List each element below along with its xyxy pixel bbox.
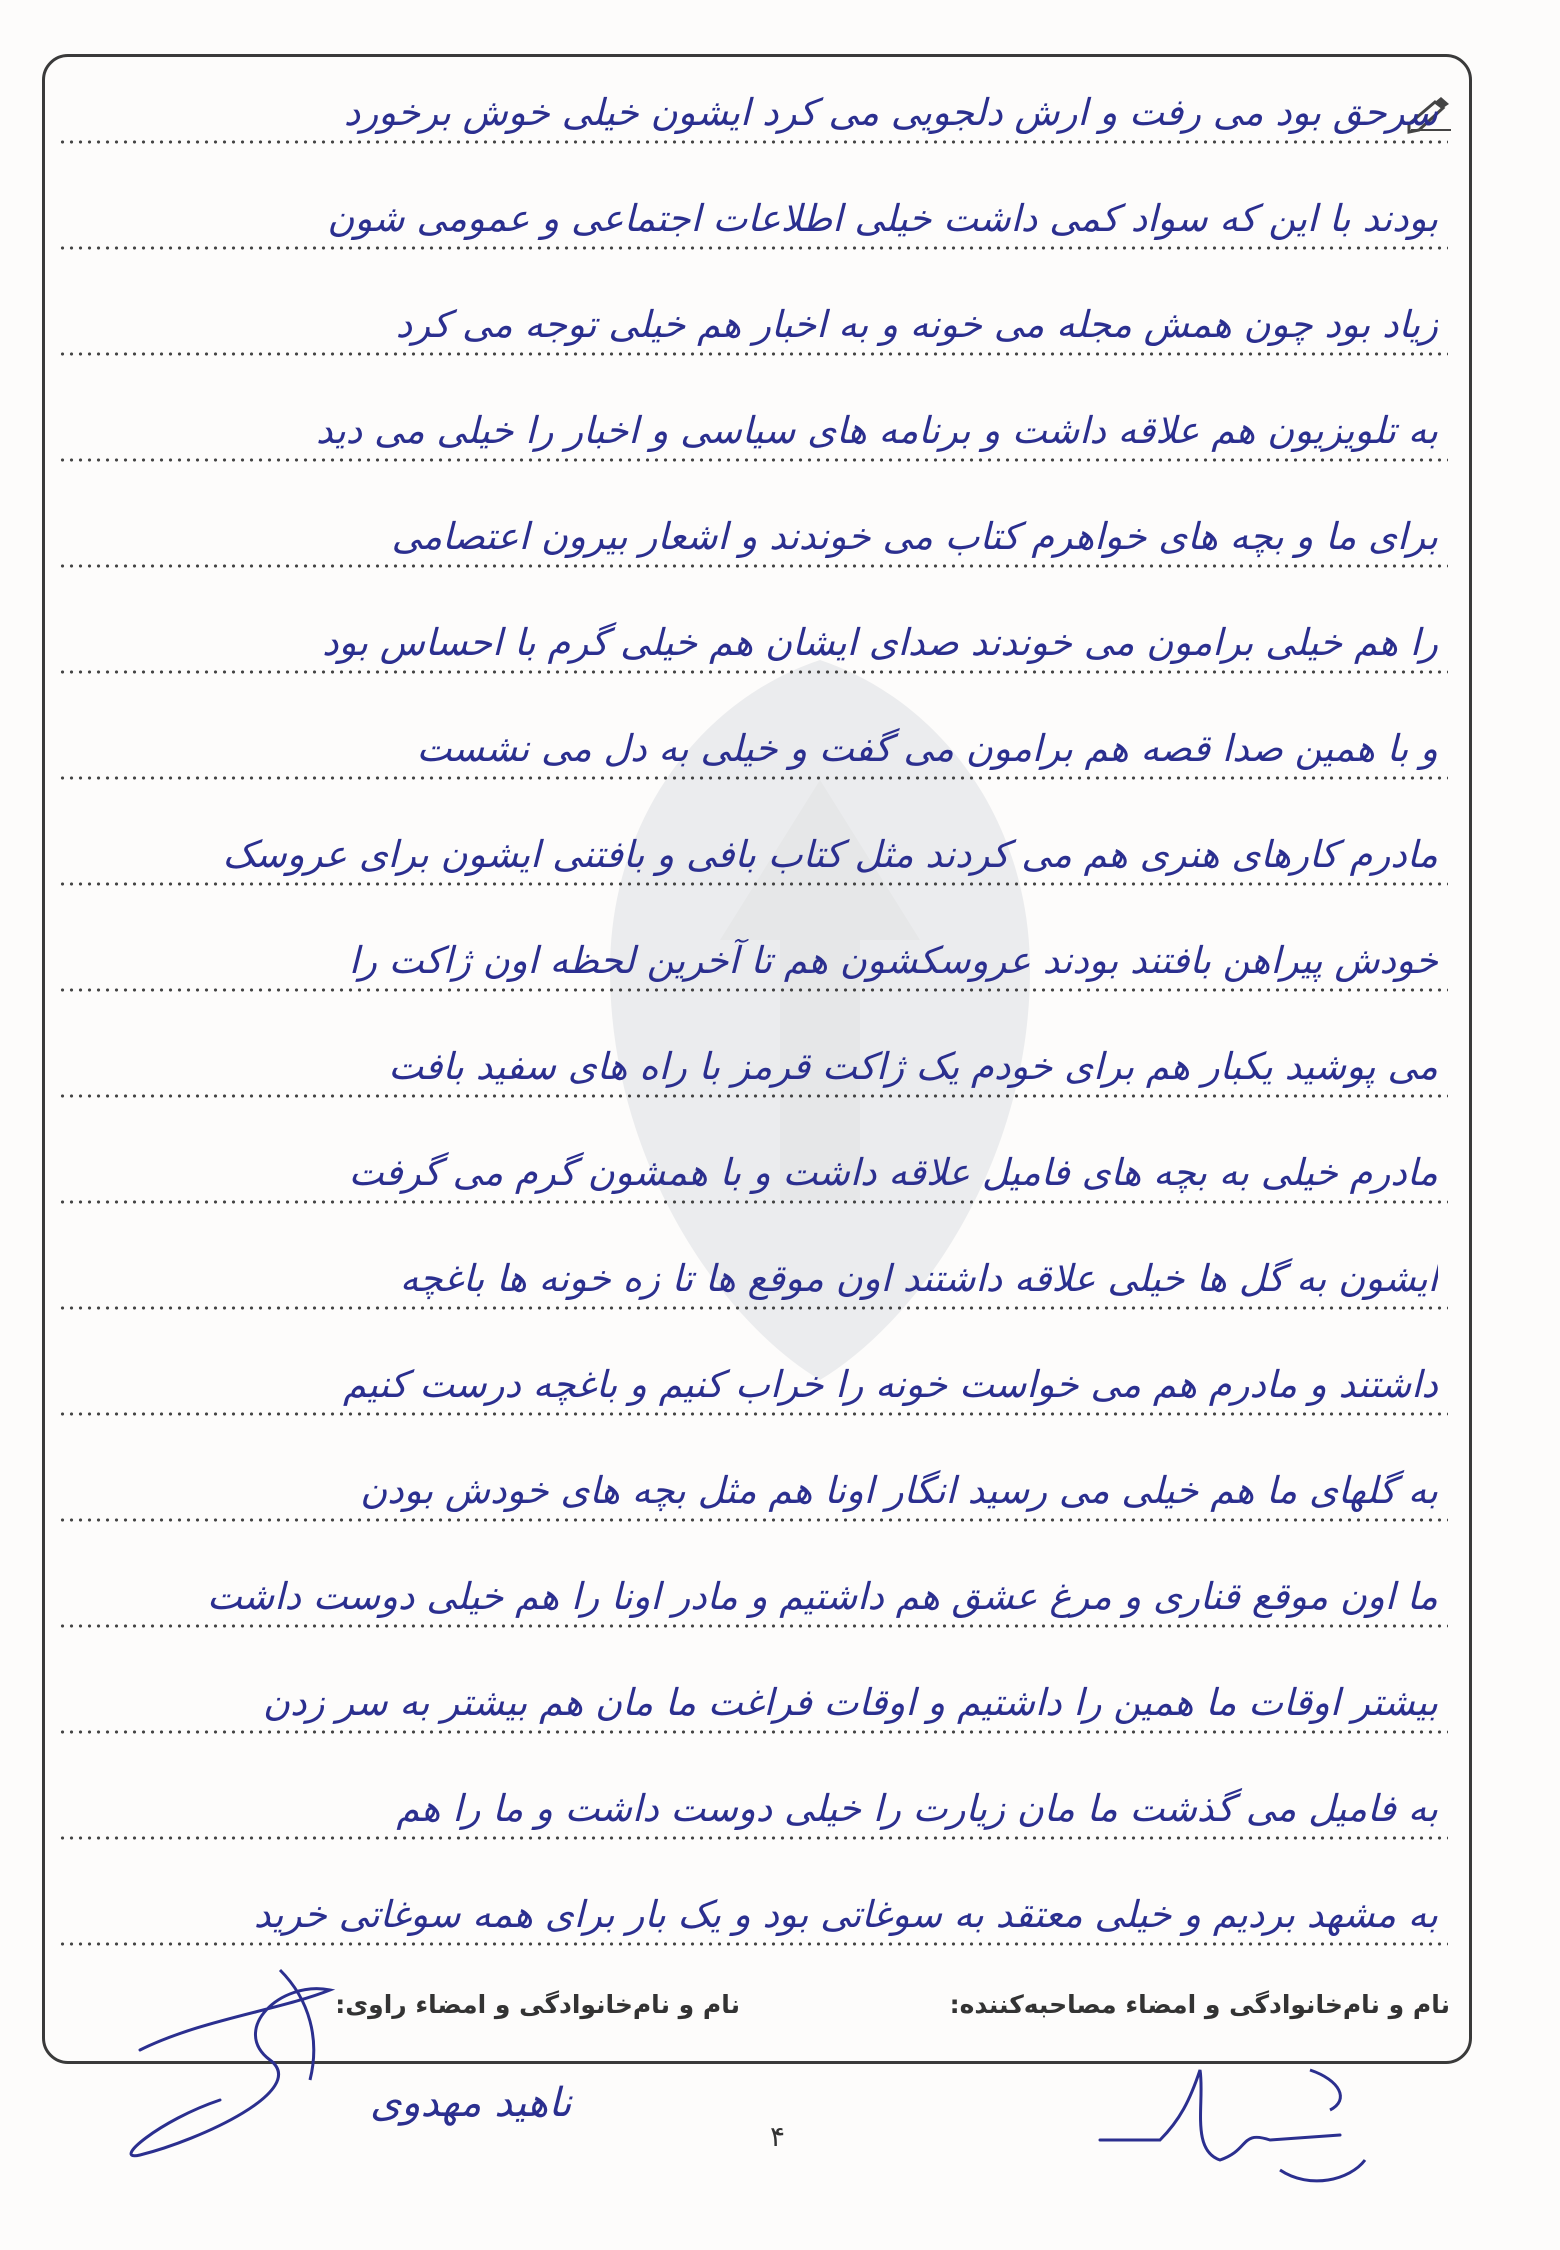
text-line [58,366,1448,462]
text-line [58,790,1448,886]
line-text: ما اون موقع قناری و مرغ عشق هم داشتیم و مادر اونا را هم خیلی دوست داشت [206,1575,1438,1618]
line-text: برای ما و بچه های خواهرم کتاب می خوندند و اشعار بیرون اعتصامی [391,515,1438,558]
narrator-label: نام و نام‌خانوادگی و امضاء راوی: [335,1990,740,2019]
narrator-signature-icon [80,1940,360,2180]
line-text: و با همین صدا قصه هم برامون می گفت و خیلی به دل می نشست [416,727,1438,770]
interviewer-label: نام و نام‌خانوادگی و امضاء مصاحبه‌کننده: [949,1990,1450,2019]
text-line [58,48,1448,144]
line-text: مادرم خیلی به بچه های فامیل علاقه داشت و با همشون گرم می گرفت [348,1151,1438,1194]
text-line [58,1744,1448,1840]
text-line [58,472,1448,568]
line-text: زیاد بود چون همش مجله می خونه و به اخبار هم خیلی توجه می کرد [395,303,1438,346]
text-line [58,684,1448,780]
interviewer-signature-icon [1080,2040,1380,2200]
text-line [58,578,1448,674]
text-line [58,1532,1448,1628]
line-text: را هم خیلی برامون می خوندند صدای ایشان هم خیلی گرم با احساس بود [322,621,1438,664]
text-line [58,1638,1448,1734]
line-text: خودش پیراهن بافتند بودند عروسکشون هم تا آخرین لحظه اون ژاکت را [348,939,1438,982]
text-line [58,260,1448,356]
text-line [58,154,1448,250]
text-line [58,1214,1448,1310]
text-line [58,1426,1448,1522]
line-text: به گلهای ما هم خیلی می رسید انگار اونا هم مثل بچه های خودش بودن [360,1469,1438,1512]
text-line [58,896,1448,992]
text-line [58,1108,1448,1204]
line-text: به تلویزیون هم علاقه داشت و برنامه های سیاسی و اخبار را خیلی می دید [316,409,1438,452]
line-text: به مشهد بردیم و خیلی معتقد به سوغاتی بود و یک بار برای همه سوغاتی خرید [253,1893,1438,1936]
line-text: ایشون به گل ها خیلی علاقه داشتند اون موقع ها تا زه خونه ها باغچه [399,1257,1438,1300]
text-line [58,1002,1448,1098]
line-text: می پوشید یکبار هم برای خودم یک ژاکت قرمز با راه های سفید بافت [388,1045,1438,1088]
text-line [58,1320,1448,1416]
line-text: مادرم کارهای هنری هم می کردند مثل کتاب بافی و بافتنی ایشون برای عروسک [222,833,1438,876]
text-line [58,1850,1448,1946]
line-text: سرحق بود می رفت و ارش دلجویی می کرد ایشون خیلی خوش برخورد [343,91,1438,134]
line-text: داشتند و مادرم هم می خواست خونه را خراب کنیم و باغچه درست کنیم [342,1363,1438,1406]
line-text: به فامیل می گذشت ما مان زیارت را خیلی دوست داشت و ما را هم [396,1787,1438,1830]
page-number: ۴ [770,2120,786,2153]
line-text: بیشتر اوقات ما همین را داشتیم و اوقات فراغت ما مان هم بیشتر به سر زدن [262,1681,1438,1724]
narrator-handwritten-name: ناهید مهدوی [370,2080,572,2126]
line-text: بودند با این که سواد کمی داشت خیلی اطلاعات اجتماعی و عمومی شون [327,197,1438,240]
